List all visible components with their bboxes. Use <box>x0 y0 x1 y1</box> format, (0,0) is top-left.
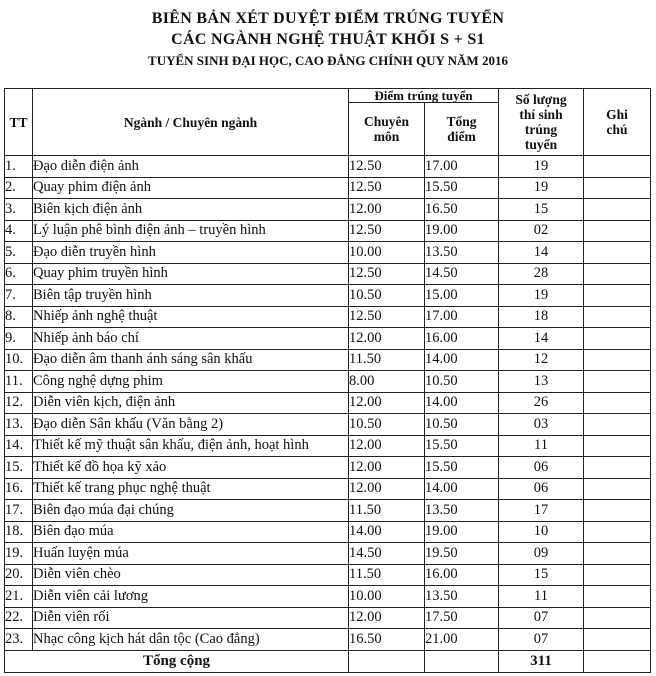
note-cell <box>584 457 651 479</box>
major-name: Diễn viên kịch, điện ảnh <box>33 392 349 414</box>
row-number: 6. <box>5 263 33 285</box>
total-score: 10.50 <box>425 414 499 436</box>
admitted-count: 03 <box>499 414 584 436</box>
note-cell <box>584 586 651 608</box>
table-row <box>5 177 651 199</box>
note-cell <box>584 371 651 393</box>
row-number: 13. <box>5 414 33 436</box>
row-number: 21. <box>5 586 33 608</box>
table-row <box>5 564 651 586</box>
table-row <box>5 392 651 414</box>
major-name: Nhiếp ảnh báo chí <box>33 328 349 350</box>
admitted-count: 18 <box>499 306 584 328</box>
row-number: 23. <box>5 629 33 651</box>
total-score: 17.00 <box>425 156 499 178</box>
major-name: Diễn viên rối <box>33 607 349 629</box>
total-score: 13.50 <box>425 586 499 608</box>
table-row <box>5 220 651 242</box>
header-tt: TT <box>5 89 33 156</box>
specialty-score: 14.00 <box>349 521 425 543</box>
specialty-score: 10.50 <box>349 414 425 436</box>
row-number: 4. <box>5 220 33 242</box>
admitted-count: 11 <box>499 586 584 608</box>
admitted-count: 19 <box>499 285 584 307</box>
total-score: 14.00 <box>425 478 499 500</box>
note-cell <box>584 242 651 264</box>
note-cell <box>584 543 651 565</box>
total-score: 13.50 <box>425 242 499 264</box>
specialty-score: 12.50 <box>349 306 425 328</box>
total-score: 15.50 <box>425 435 499 457</box>
major-name: Quay phim truyền hình <box>33 263 349 285</box>
total-score: 17.50 <box>425 607 499 629</box>
admitted-count: 11 <box>499 435 584 457</box>
row-number: 17. <box>5 500 33 522</box>
total-score: 16.00 <box>425 328 499 350</box>
note-cell <box>584 220 651 242</box>
note-cell <box>584 521 651 543</box>
major-name: Biên tập truyền hình <box>33 285 349 307</box>
admitted-count: 13 <box>499 371 584 393</box>
total-score: 16.00 <box>425 564 499 586</box>
row-number: 14. <box>5 435 33 457</box>
specialty-score: 12.00 <box>349 457 425 479</box>
table-body <box>5 156 651 651</box>
admission-score-table <box>4 88 651 673</box>
major-name: Diễn viên cải lương <box>33 586 349 608</box>
admitted-count: 14 <box>499 242 584 264</box>
specialty-score: 11.50 <box>349 564 425 586</box>
total-score: 13.50 <box>425 500 499 522</box>
specialty-score: 12.50 <box>349 220 425 242</box>
specialty-score: 12.00 <box>349 199 425 221</box>
header-major: Ngành / Chuyên ngành <box>33 89 349 156</box>
specialty-score: 10.00 <box>349 242 425 264</box>
row-number: 9. <box>5 328 33 350</box>
total-count: 311 <box>499 650 584 672</box>
table-row <box>5 607 651 629</box>
row-number: 10. <box>5 349 33 371</box>
total-score: 14.00 <box>425 392 499 414</box>
major-name: Lý luận phê bình điện ảnh – truyền hình <box>33 220 349 242</box>
header-score-group: Điểm trúng tuyển <box>349 89 499 103</box>
total-score: 16.50 <box>425 199 499 221</box>
specialty-score: 12.00 <box>349 392 425 414</box>
total-score: 19.00 <box>425 220 499 242</box>
table-row <box>5 156 651 178</box>
total-score: 21.00 <box>425 629 499 651</box>
specialty-score: 12.00 <box>349 478 425 500</box>
total-score: 10.50 <box>425 371 499 393</box>
table-row <box>5 478 651 500</box>
row-number: 7. <box>5 285 33 307</box>
header-specialty-score: Chuyên môn <box>349 103 425 156</box>
specialty-score: 16.50 <box>349 629 425 651</box>
total-score: 19.00 <box>425 521 499 543</box>
specialty-score: 12.50 <box>349 263 425 285</box>
major-name: Huấn luyện múa <box>33 543 349 565</box>
note-cell <box>584 306 651 328</box>
table-header <box>5 89 651 156</box>
table-row <box>5 457 651 479</box>
major-name: Đạo diễn âm thanh ánh sáng sân khấu <box>33 349 349 371</box>
major-name: Đạo diễn điện ảnh <box>33 156 349 178</box>
note-cell <box>584 414 651 436</box>
row-number: 2. <box>5 177 33 199</box>
specialty-score: 12.50 <box>349 156 425 178</box>
major-name: Biên đạo múa <box>33 521 349 543</box>
admitted-count: 19 <box>499 177 584 199</box>
title-line-2: CÁC NGÀNH NGHỆ THUẬT KHỐI S + S1 <box>171 31 485 48</box>
row-number: 15. <box>5 457 33 479</box>
table-row <box>5 500 651 522</box>
table-row <box>5 242 651 264</box>
admitted-count: 28 <box>499 263 584 285</box>
row-number: 19. <box>5 543 33 565</box>
header-note: Ghi chú <box>584 89 651 156</box>
admitted-count: 07 <box>499 629 584 651</box>
major-name: Thiết kế mỹ thuật sân khấu, điện ảnh, hoạt hình <box>33 435 349 457</box>
table-row <box>5 285 651 307</box>
specialty-score: 12.00 <box>349 607 425 629</box>
admitted-count: 12 <box>499 349 584 371</box>
total-empty-cell <box>349 650 425 672</box>
note-cell <box>584 328 651 350</box>
total-score: 15.50 <box>425 457 499 479</box>
row-number: 8. <box>5 306 33 328</box>
note-cell <box>584 478 651 500</box>
specialty-score: 14.50 <box>349 543 425 565</box>
major-name: Đạo diễn truyền hình <box>33 242 349 264</box>
total-score: 15.00 <box>425 285 499 307</box>
total-score: 14.00 <box>425 349 499 371</box>
note-cell <box>584 392 651 414</box>
note-cell <box>584 199 651 221</box>
table-row <box>5 371 651 393</box>
admitted-count: 09 <box>499 543 584 565</box>
major-name: Công nghệ dựng phim <box>33 371 349 393</box>
header-count: Số lượng thí sinh trúng tuyển <box>499 89 584 156</box>
major-name: Thiết kế đồ họa kỹ xảo <box>33 457 349 479</box>
table-row <box>5 349 651 371</box>
major-name: Nhạc công kịch hát dân tộc (Cao đẳng) <box>33 629 349 651</box>
note-cell <box>584 349 651 371</box>
row-number: 16. <box>5 478 33 500</box>
admitted-count: 07 <box>499 607 584 629</box>
title-line-3: TUYỂN SINH ĐẠI HỌC, CAO ĐẲNG CHÍNH QUY NĂM 2016 <box>148 53 508 68</box>
note-cell <box>584 263 651 285</box>
table-row <box>5 629 651 651</box>
specialty-score: 11.50 <box>349 500 425 522</box>
table-row <box>5 414 651 436</box>
row-number: 3. <box>5 199 33 221</box>
row-number: 11. <box>5 371 33 393</box>
total-label: Tổng cộng <box>5 650 349 672</box>
note-cell <box>584 564 651 586</box>
admitted-count: 26 <box>499 392 584 414</box>
admitted-count: 15 <box>499 199 584 221</box>
table-row <box>5 199 651 221</box>
admitted-count: 14 <box>499 328 584 350</box>
note-cell <box>584 607 651 629</box>
note-cell <box>584 285 651 307</box>
total-empty-cell <box>425 650 499 672</box>
specialty-score: 11.50 <box>349 349 425 371</box>
total-score: 15.50 <box>425 177 499 199</box>
specialty-score: 10.50 <box>349 285 425 307</box>
total-row <box>5 650 651 672</box>
row-number: 20. <box>5 564 33 586</box>
row-number: 1. <box>5 156 33 178</box>
major-name: Nhiếp ảnh nghệ thuật <box>33 306 349 328</box>
total-score: 14.50 <box>425 263 499 285</box>
major-name: Thiết kế trang phục nghệ thuật <box>33 478 349 500</box>
specialty-score: 12.50 <box>349 177 425 199</box>
note-cell <box>584 177 651 199</box>
admitted-count: 06 <box>499 478 584 500</box>
major-name: Diễn viên chèo <box>33 564 349 586</box>
major-name: Biên đạo múa đại chúng <box>33 500 349 522</box>
specialty-score: 10.00 <box>349 586 425 608</box>
admitted-count: 02 <box>499 220 584 242</box>
specialty-score: 12.00 <box>349 435 425 457</box>
note-cell <box>584 500 651 522</box>
table-row <box>5 328 651 350</box>
total-score: 17.00 <box>425 306 499 328</box>
major-name: Quay phim điện ảnh <box>33 177 349 199</box>
table-row <box>5 263 651 285</box>
table-row <box>5 586 651 608</box>
major-name: Biên kịch điện ảnh <box>33 199 349 221</box>
table-row <box>5 306 651 328</box>
table-row <box>5 543 651 565</box>
total-score: 19.50 <box>425 543 499 565</box>
title-line-1: BIÊN BẢN XÉT DUYỆT ĐIỂM TRÚNG TUYỂN <box>151 10 505 27</box>
table-row <box>5 435 651 457</box>
admitted-count: 15 <box>499 564 584 586</box>
note-cell <box>584 435 651 457</box>
row-number: 5. <box>5 242 33 264</box>
admitted-count: 06 <box>499 457 584 479</box>
admitted-count: 19 <box>499 156 584 178</box>
row-number: 22. <box>5 607 33 629</box>
major-name: Đạo diễn Sân khấu (Văn bằng 2) <box>33 414 349 436</box>
specialty-score: 12.00 <box>349 328 425 350</box>
table-row <box>5 521 651 543</box>
row-number: 12. <box>5 392 33 414</box>
note-cell <box>584 156 651 178</box>
admitted-count: 10 <box>499 521 584 543</box>
note-cell <box>584 629 651 651</box>
row-number: 18. <box>5 521 33 543</box>
specialty-score: 8.00 <box>349 371 425 393</box>
admitted-count: 17 <box>499 500 584 522</box>
total-note-cell <box>584 650 651 672</box>
header-total-score: Tổng điểm <box>425 103 499 156</box>
